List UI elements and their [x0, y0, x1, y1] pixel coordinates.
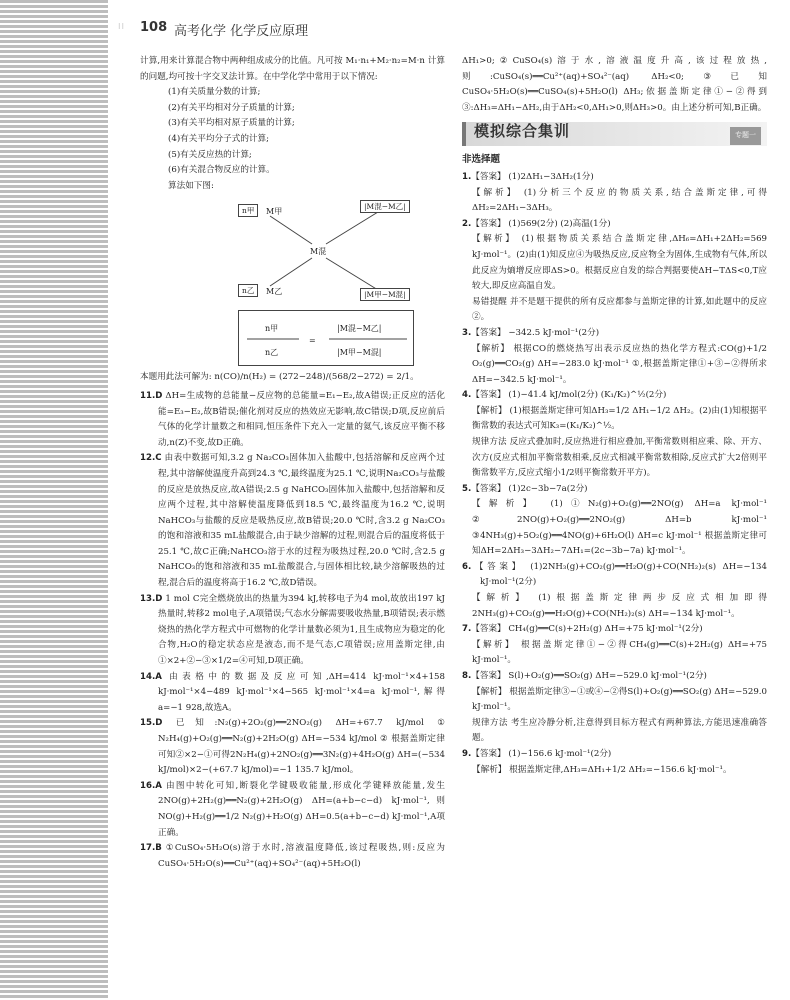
intro-paragraph: 计算,用来计算混合物中两种组成成分的比值。凡可按 M₁·n₁+M₂·n₂=M·n 计算的问题,均可按十字交叉法计算。在中学化学中常用于以下情况: [140, 56, 445, 82]
item-text: ΔH=生成物的总能量−反应物的总能量=E₁−E₂,故A错误;正反应的活化能=E₃−E₂,故B错误;催化剂对反应的热效应无影响,故C错误;D项,反应前后气体的化学计量数之和相同,恒压条件下充入一定量的氦气,该反应平衡不移动,n(Z)不变,故D正确。 [158, 390, 446, 448]
intro-list-item: (2)有关平均相对分子质量的计算; [168, 102, 295, 113]
intro-list-item: (3)有关平均相对原子质量的计算; [168, 118, 295, 129]
right-column [462, 54, 767, 778]
fraction-num-left: n甲 [265, 324, 279, 334]
answer-item [140, 779, 445, 841]
section-banner-title: 模拟综合集训 [474, 122, 571, 141]
entry-line: 【答案】 −342.5 kJ·mol⁻¹(2分) [471, 327, 600, 338]
item-number: 15.D [140, 718, 163, 729]
book-title: 高考化学 化学反应原理 [174, 24, 309, 39]
entry-analysis: 【解析】 根据盖斯定律①−②得CH₄(g)══C(s)+2H₂(g) ΔH=+75 kJ·mol⁻¹。 [472, 639, 767, 666]
entry-answer [462, 560, 767, 591]
continued-paragraph: ΔH₁>0;②CuSO₄(s)溶于水,溶液温度升高,该过程放热,则:CuSO₄(s)══Cu²⁺(aq)+SO₄²⁻(aq) ΔH₂<0;③已知 CuSO₄·5H₂O(s)══CuSO₄(s)+5H₂O(l) ΔH₃;依据盖斯定律①−②得到③:ΔH₃=ΔH₁−ΔH₂,由于ΔH₂<0,ΔH₁>0,则ΔH₃>0。由上述分析可知,B正确。 [462, 56, 767, 113]
entry-number: 3. [462, 327, 472, 338]
entry-answer [462, 388, 767, 404]
entry [462, 482, 767, 560]
answer-item [140, 451, 445, 591]
answer-item [140, 841, 445, 872]
entry-answer [462, 217, 767, 233]
fraction-equals: = [309, 336, 316, 346]
ratio-formula [140, 310, 445, 366]
entry-tip: 规律方法 考生应冷静分析,注意得到目标方程式有两种算法,方能迅速准确答题。 [472, 717, 767, 744]
m-bottom-label: M乙 [266, 287, 283, 297]
entry-line: 【答案】 S(l)+O₂(g)══SO₂(g) ΔH=−529.0 kJ·mol⁻¹(2分) [471, 670, 707, 681]
top-right-box: |M混−M乙| [360, 200, 410, 213]
item-number: 16.A [140, 780, 162, 791]
entry [462, 560, 767, 622]
item-text: 由表格中的数据及反应可知,ΔH=414 kJ·mol⁻¹×4+158 kJ·mol⁻¹×4−489 kJ·mol⁻¹×4−565 kJ·mol⁻¹×4=a kJ·mol⁻¹,解得a=−1 928,故选A。 [158, 671, 445, 713]
item-text: 由图中转化可知,断裂化学键吸收能量,形成化学键释放能量,发生2NO(g)+2H₂(g)══N₂(g)+2H₂O(g) ΔH=(a+b−c−d) kJ·mol⁻¹,则NO(g)+H₂(g)══1/2 N₂(g)+H₂O(g) ΔH=0.5(a+b−c−d) kJ·mol⁻¹,A项正确。 [158, 780, 445, 838]
entry-line: 【答案】 (1)2c−3b−7a(2分) [471, 483, 588, 494]
entry-tip: 规律方法 反应式叠加时,反应热进行相应叠加,平衡常数则相应乘、除、开方、次方(反应式相加平衡常数相乘,反应式相减平衡常数相除,反应式扩大2倍则平衡常数平方,反应式缩小1/2则平衡常数开平方)。 [472, 437, 767, 479]
entry-analysis: 【解析】 (1)①N₂(g)+O₂(g)══2NO(g) ΔH=a kJ·mol⁻¹ ②2NO(g)+O₂(g)══2NO₂(g) ΔH=b kJ·mol⁻¹ ③4NH₃(g)+5O₂(g)══4NO(g)+6H₂O(l) ΔH=c kJ·mol⁻¹ 根据盖斯定律可知ΔH=2ΔH₃−3ΔH₂−7ΔH₁=(2c−3b−7a) kJ·mol⁻¹。 [472, 499, 767, 557]
entry-analysis: 【解析】 (1)分析三个反应的物质关系,结合盖斯定律,可得ΔH₂=2ΔH₁−3ΔH₃。 [472, 187, 767, 214]
header-dots-icon: ⁝⁝ [118, 22, 126, 31]
item-text: 由表中数据可知,3.2 g Na₂CO₃固体加入盐酸中,包括溶解和反应两个过程,其中溶解使温度升高到24.3 ℃,最终温度为25.1 ℃,说明Na₂CO₃与盐酸的反应是放热反应,故A错误;2.5 g NaHCO₃固体加入盐酸中,包括溶解和反应两个过程,其中溶解使温度降低到18.5 ℃,最终温度为16.2 ℃,说明NaHCO₃与盐酸的反应是吸热反应,故B错误;20.0 ℃时,含3.2 g Na₂CO₃的饱和溶液和35 mL盐酸混合,由于缺少溶解的过程,则混合后的温度将低于25.1 ℃,故C正确;NaHCO₃溶于水的过程为吸热过程,20.0 ℃时,含2.5 g NaHCO₃的饱和溶液和35 mL盐酸混合,与固体相比较,缺少溶解吸热的过程,混合后的温度将高于16.2 ℃,故D错误。 [158, 453, 446, 589]
item-number: 13.D [140, 593, 163, 604]
item-number: 12.C [140, 453, 162, 464]
entry-line: 【答案】 (1)569(2分) (2)高温(1分) [471, 218, 611, 229]
entry-answer [462, 747, 767, 763]
entry-answer [462, 326, 767, 342]
entry [462, 388, 767, 482]
entry-line: 【答案】 (1)2NH₃(g)+CO₂(g)══H₂O(g)+CO(NH₂)₂(s) ΔH=−134 kJ·mol⁻¹(2分) [471, 561, 767, 588]
intro-list-item: 算法如下图: [168, 180, 214, 191]
entry-answer [462, 669, 767, 685]
intro-list-item: (4)有关平均分子式的计算; [168, 133, 270, 144]
entry-answer [462, 170, 767, 186]
m-mix-label: M混 [310, 247, 327, 257]
item-number: 17.B [140, 843, 162, 854]
section-title: 非选择题 [462, 154, 501, 166]
entry-number: 8. [462, 670, 472, 681]
n-bottom-box: n乙 [238, 284, 258, 297]
entry-number: 2. [462, 218, 472, 229]
section-banner-tag: 专题一 [730, 127, 761, 145]
page-edge-stripes [0, 0, 108, 1000]
entry-analysis: 【解析】 (1)根据盖斯定律可知ΔH₃=1/2 ΔH₁−1/2 ΔH₂。(2)由(1)知根据平衡常数的表达式可知K₃=(K₁/K₂)^½。 [472, 405, 767, 432]
entry-number: 1. [462, 171, 472, 182]
left-column [140, 54, 445, 872]
entry-number: 7. [462, 624, 472, 635]
item-text: 1 mol C完全燃烧放出的热量为394 kJ,转移电子为4 mol,故放出197 kJ热量时,转移2 mol电子,A项错误;气态水分解需要吸收热量,B项错误;表示燃烧热的热化学方程式中可燃物的化学计量数必须为1,且生成物应为稳定的化合物,H₂O的稳定状态应是液态,而不是气态,C项错误;应用盖斯定律,由①×2+②−③×1/2=④可知,D项正确。 [158, 593, 446, 667]
item-number: 11.D [140, 390, 163, 401]
entry-analysis: 【解析】 (1)根据物质关系结合盖斯定律,ΔH₆=ΔH₁+2ΔH₂=569 kJ·mol⁻¹。(2)由(1)知反应④为吸热反应,反应物全为固体,生成物有气体,所以此反应为熵增反应即ΔS>0。根据反应自发的综合判据要使ΔH−TΔS<0,T应较大,即反应高温自发。 [472, 234, 767, 292]
fraction-den-left: n乙 [265, 348, 279, 358]
entry-line: 【答案】 (1)−156.6 kJ·mol⁻¹(2分) [471, 748, 612, 759]
bottom-right-box: |M甲−M混| [360, 288, 410, 301]
entry-tip: 易错提醒 并不是题干提供的所有反应都参与盖斯定律的计算,如此题中的反应②。 [472, 296, 767, 323]
answer-item [140, 592, 445, 670]
fraction-num-right: |M混−M乙| [337, 324, 382, 334]
n-top-box: n甲 [238, 204, 258, 217]
answer-item [140, 670, 445, 717]
entry-analysis: 【解析】 根据盖斯定律,ΔH₃=ΔH₁+1/2 ΔH₂=−156.6 kJ·mol⁻¹。 [472, 764, 732, 775]
m-top-label: M甲 [266, 207, 283, 217]
ratio-formula-box [238, 310, 414, 366]
intro-list-item: (1)有关质量分数的计算; [168, 87, 261, 98]
entry-analysis: 【解析】 根据盖斯定律③−①或④−②得S(l)+O₂(g)══SO₂(g) ΔH=−529.0 kJ·mol⁻¹。 [472, 686, 767, 713]
entry-number: 4. [462, 390, 472, 401]
entry [462, 669, 767, 747]
cross-method-diagram [140, 196, 445, 306]
item-text: ①CuSO₄·5H₂O(s)溶于水时,溶液温度降低,该过程吸热,则:反应为CuSO₄·5H₂O(s)══Cu²⁺(aq)+SO₄²⁻(aq)+5H₂O(l) [158, 843, 445, 869]
fraction-den-right: |M甲−M混| [337, 348, 382, 358]
entry-number: 5. [462, 483, 472, 494]
entry [462, 622, 767, 669]
conclusion-line: 本题用此法可解为: n(CO)/n(H₂) = (272−248)/(568/2−272) = 2/1。 [140, 372, 419, 383]
page-number: 108 [140, 20, 168, 35]
entry-number: 6. [462, 561, 472, 572]
answer-item [140, 389, 445, 451]
entry [462, 170, 767, 217]
entry-answer [462, 622, 767, 638]
entry [462, 326, 767, 388]
entry-number: 9. [462, 748, 472, 759]
entry [462, 747, 767, 778]
answer-item [140, 716, 445, 778]
entry [462, 217, 767, 326]
entry-analysis: 【解析】 (1)根据盖斯定律两步反应式相加即得2NH₃(g)+CO₂(g)══H₂O(g)+CO(NH₂)₂(s) ΔH=−134 kJ·mol⁻¹。 [472, 593, 767, 619]
page-header [118, 20, 770, 44]
intro-list-item: (5)有关反应热的计算; [168, 149, 252, 160]
intro-list-item: (6)有关混合物反应的计算。 [168, 165, 275, 176]
entry-analysis: 【解析】 根据CO的燃烧热写出表示反应热的热化学方程式:CO(g)+1/2 O₂(g)══CO₂(g) ΔH=−283.0 kJ·mol⁻¹ ①,根据盖斯定律①+③−②得所求ΔH=−342.5 kJ·mol⁻¹。 [472, 343, 767, 385]
entry-line: 【答案】 (1)2ΔH₁−3ΔH₂(1分) [471, 171, 594, 182]
entry-answer [462, 482, 767, 498]
entry-line: 【答案】 (1)−41.4 kJ/mol(2分) (K₁/K₂)^½(2分) [471, 390, 667, 401]
item-number: 14.A [140, 671, 162, 682]
entry-line: 【答案】 CH₄(g)══C(s)+2H₂(g) ΔH=+75 kJ·mol⁻¹(2分) [471, 624, 703, 635]
section-banner [462, 122, 767, 146]
item-text: 已知:N₂(g)+2O₂(g)══2NO₂(g) ΔH=+67.7 kJ/mol ① N₂H₄(g)+O₂(g)══N₂(g)+2H₂O(g) ΔH=−534 kJ/mol ② 根据盖斯定律可知②×2−①可得2N₂H₄(g)+2NO₂(g)══3N₂(g)+4H₂O(g) ΔH=(−534 kJ/mol)×2−(+67.7 kJ/mol)=−1 135.7 kJ/mol。 [158, 718, 445, 776]
